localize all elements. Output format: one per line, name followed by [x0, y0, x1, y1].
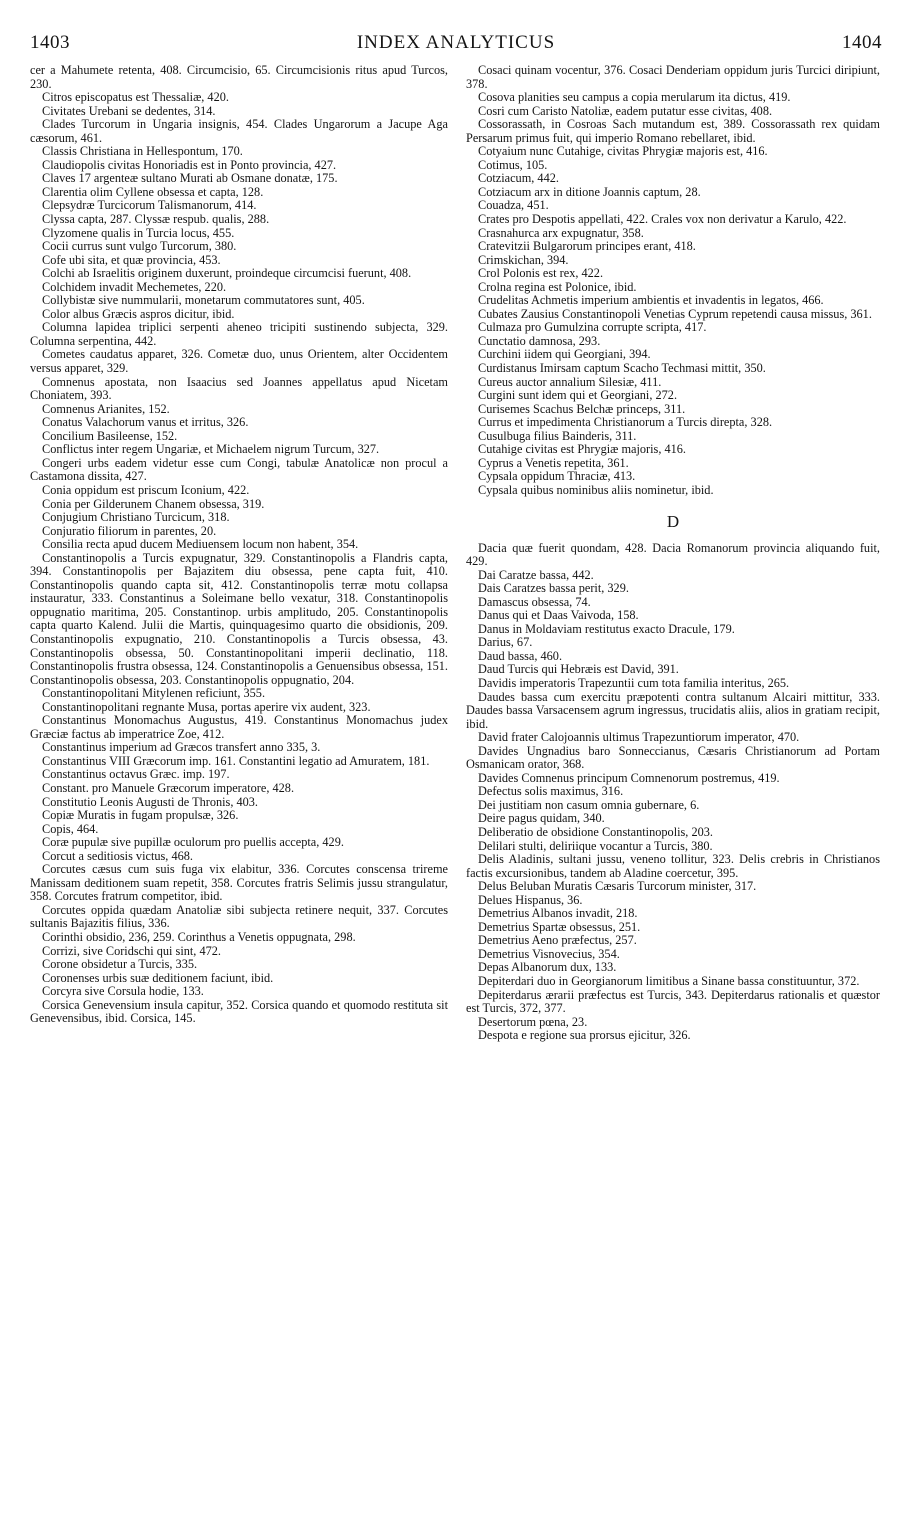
index-entry: Columna lapidea triplici serpenti aheneo tricipiti sustinendo subjecta, 329. Columna serpentina, 442.: [30, 320, 448, 348]
index-entry: Conflictus inter regem Ungariæ, et Michaelem nigrum Turcum, 327.: [42, 442, 380, 457]
index-entry: Colchi ab Israelitis originem duxerunt, proindeque circumcisi fuerunt, 408.: [42, 266, 412, 281]
index-entry: Crasnahurca arx expugnatur, 358.: [478, 225, 644, 240]
index-entry: Cratevitzii Bulgarorum principes erant, 418.: [478, 239, 696, 254]
index-entry: Currus et impedimenta Christianorum a Turcis direpta, 328.: [478, 415, 773, 430]
index-entry: Dacia quæ fuerit quondam, 428. Dacia Romanorum provincia aliquando fuit, 429.: [466, 540, 880, 569]
index-entry: Color albus Græcis aspros dicitur, ibid.: [42, 306, 235, 321]
index-entry: Copiæ Muratis in fugam propulsæ, 326.: [42, 808, 239, 823]
index-entry: Clyzomene qualis in Turcia locus, 455.: [42, 225, 235, 240]
page-title: INDEX ANALYTICUS: [356, 32, 556, 53]
index-entry: Couadza, 451.: [478, 198, 549, 213]
index-entry: Daud Turcis qui Hebræis est David, 391.: [478, 662, 679, 677]
left-column: [30, 64, 448, 1026]
index-entry: David frater Calojoannis ultimus Trapezuntiorum imperator, 470.: [478, 730, 800, 745]
index-entry: Cutahige civitas est Phrygiæ majoris, 416.: [478, 442, 687, 457]
index-entry: Cosova planities seu campus a copia merularum ita dictus, 419.: [478, 90, 791, 105]
index-entry: Daudes bassa cum exercitu præpotenti contra sultanum Alcairi mittitur, 333. Daudes bassa Varsacensem agrum ingressus, trucidatis aliis, alios in gratiam recipit, ibid.: [466, 689, 880, 731]
index-entry: Constantinopolitani Mitylenen reficiunt, 355.: [42, 686, 266, 701]
index-entry: Cocii currus sunt vulgo Turcorum, 380.: [42, 239, 237, 254]
index-entry: Citros episcopatus est Thessaliæ, 420.: [42, 90, 229, 105]
index-entry: Comnenus Arianites, 152.: [42, 401, 170, 416]
index-entry: Demetrius Spartæ obsessus, 251.: [478, 919, 641, 934]
index-entry: Davidis imperatoris Trapezuntii cum tota familia interitus, 265.: [478, 675, 790, 690]
index-entry: Comnenus apostata, non Isaacius sed Joannes appellatus apud Nicetam Choniatem, 393.: [30, 374, 448, 403]
index-entry: Despota e regione sua prorsus ejicitur, 326.: [478, 1028, 691, 1043]
index-entry: Concilium Basileense, 152.: [42, 428, 178, 443]
index-entry: Constant. pro Manuele Græcorum imperatore, 428.: [42, 780, 295, 795]
index-entry: Daud bassa, 460.: [478, 648, 563, 663]
index-entry: Constitutio Leonis Augusti de Thronis, 403.: [42, 794, 258, 809]
index-entry: Constantinopolis a Turcis expugnatur, 329. Constantinopolis a Flandris capta, 394. Constantinopolis per Bajazitem diu obsessa, pene capta fuit, 410. Constantinopolis quando capta sit, 412. Constantinopolis terræ motu collapsa instauratur, 333. Constantinus a Soleimane bello vexatur, 318. Constantinopolis oppugnatio maritima, 205. Constantinop. urbis amplitudo, 205. Constantinopolis capta quarto Kalend. Julii die Martis, quinquagesimo quarto die obsidionis, 209. Constantinopolis expugnatio, 210. Constantinopolis a Turcis obsessa, 43. Constantinopolis obsessa, 50. Constantinopolitani imperii declinatio, 118. Constantinopolis frustra obsessa, 124. Constantinopolis a Genuensibus obsessa, 151. Constantinopolis obsessa, 203. Constantinopolis oppugnatio, 204.: [30, 550, 448, 687]
index-entry: Depiterdari duo in Georgianorum limitibus a Sinane bassa constituuntur, 372.: [478, 974, 860, 988]
index-entry: Danus in Moldaviam restitutus exacto Dracule, 179.: [478, 621, 735, 636]
index-entry: Conatus Valachorum vanus et irritus, 326.: [42, 415, 249, 430]
index-entry: Deliberatio de obsidione Constantinopolis, 203.: [478, 824, 713, 839]
index-entry: Cosaci quinam vocentur, 376. Cosaci Denderiam oppidum juris Turcici diripiunt, 378.: [466, 63, 880, 91]
index-entry: Conjuratio filiorum in parentes, 20.: [42, 523, 217, 538]
index-entry: Delus Beluban Muratis Cæsaris Turcorum minister, 317.: [478, 879, 757, 894]
index-entry: Delis Aladinis, sultani jussu, veneno tollitur, 323. Delis crebris in Christianos factis excursionibus, tandem ab Aladine coercetur, 395.: [466, 852, 880, 880]
index-entry: Constantinus Monomachus Augustus, 419. Constantinus Monomachus judex Græciæ factus ab imperatrice Zoe, 412.: [30, 713, 448, 741]
index-entry: Cotyaium nunc Cutahige, civitas Phrygiæ majoris est, 416.: [478, 144, 768, 159]
index-entry: Corrizi, sive Coridschi qui sint, 472.: [42, 943, 221, 958]
index-entry: Clarentia olim Cyllene obsessa et capta, 128.: [42, 184, 264, 199]
index-entry: Clyssa capta, 287. Clyssæ respub. qualis, 288.: [42, 212, 270, 227]
index-entry: cer a Mahumete retenta, 408. Circumcisio, 65. Circumcisionis ritus apud Turcos, 230.: [30, 63, 448, 91]
index-entry: Claves 17 argenteæ sultano Murati ab Osmane donatæ, 175.: [42, 171, 338, 186]
index-entry: Copis, 464.: [42, 821, 99, 836]
index-entry: Damascus obsessa, 74.: [478, 594, 591, 609]
index-entry: Cureus auctor annalium Silesiæ, 411.: [478, 374, 662, 389]
right-column: [466, 64, 880, 1043]
index-entry: Constantinopolitani regnante Musa, portas aperire vix audent, 323.: [42, 699, 371, 714]
index-entry: Cubates Zausius Constantinopoli Venetias Cyprum repetendi causa missus, 361.: [478, 306, 872, 321]
index-entry: Delilari stulti, deliriique vocantur a Turcis, 380.: [478, 838, 713, 853]
page-number-right: 1404: [842, 32, 882, 53]
index-entry: Cotziacum arx in ditione Joannis captum, 28.: [478, 184, 701, 199]
index-entry: Corcyra sive Corsula hodie, 133.: [42, 984, 204, 999]
index-entry: Cometes caudatus apparet, 326. Cometæ duo, unus Orientem, alter Occidentem versus apparet, 329.: [30, 347, 448, 376]
index-entry: Constantinus imperium ad Græcos transfert anno 335, 3.: [42, 740, 321, 755]
index-entry: Crimskichan, 394.: [478, 252, 569, 267]
index-entry: Conia oppidum est priscum Iconium, 422.: [42, 482, 250, 497]
index-entry: Curisemes Scachus Belchæ princeps, 311.: [478, 401, 686, 416]
index-entry: Darius, 67.: [478, 635, 533, 650]
index-entry: Curgini sunt idem qui et Georgiani, 272.: [478, 388, 678, 403]
index-entry: Dai Caratze bassa, 442.: [478, 567, 594, 582]
section-letter-d: D: [666, 511, 680, 531]
index-entry: Coronenses urbis suæ deditionem faciunt, ibid.: [42, 970, 274, 985]
index-entry: Depas Albanorum dux, 133.: [478, 960, 617, 975]
page-number-left: 1403: [30, 32, 70, 53]
index-entry: Danus qui et Daas Vaivoda, 158.: [478, 608, 639, 623]
index-entry: Corcutes oppida quædam Anatoliæ sibi subjecta retinere nequit, 337. Corcutes sultanis Bajazitis filius, 336.: [30, 902, 448, 931]
index-entry: Corinthi obsidio, 236, 259. Corinthus a Venetis oppugnata, 298.: [42, 930, 356, 944]
index-entry: Cyprus a Venetis repetita, 361.: [478, 455, 629, 470]
index-entry: Collybistæ sive nummularii, monetarum commutatores sunt, 405.: [42, 293, 365, 308]
index-entry: Crates pro Despotis appellati, 422. Crales vox non derivatur a Karulo, 422.: [478, 212, 847, 227]
index-entry: Crudelitas Achmetis imperium ambientis et invadentis in legatos, 466.: [478, 293, 824, 308]
index-entry: Culmaza pro Gumulzina corrupte scripta, 417.: [478, 320, 707, 335]
index-entry: Conjugium Christiano Turcicum, 318.: [42, 510, 230, 525]
index-entry: Constantinus VIII Græcorum imp. 161. Constantini legatio ad Amuratem, 181.: [42, 753, 430, 768]
index-entry: Demetrius Visnovecius, 354.: [478, 946, 620, 961]
index-entry: Dais Caratzes bassa perit, 329.: [478, 581, 629, 596]
index-entry: Delues Hispanus, 36.: [478, 892, 583, 907]
index-entry: Curdistanus Imirsam captum Scacho Techmasi mittit, 350.: [478, 361, 766, 376]
index-entry: Colchidem invadit Mechemetes, 220.: [42, 279, 227, 294]
index-entry: Cofe ubi sita, et quæ provincia, 453.: [42, 252, 221, 267]
index-entry: Cypsala oppidum Thraciæ, 413.: [478, 469, 636, 484]
index-entry: Cossorassath, in Cosroas Sach mutandum est, 389. Cossorassath rex quidam Persarum primus fuit, qui imperio Romano rebellaret, ibid.: [466, 117, 880, 145]
index-entry: Cosri cum Caristo Natoliæ, eadem putatur esse civitas, 408.: [478, 103, 773, 118]
index-entry: Clades Turcorum in Ungaria insignis, 454. Clades Ungarorum a Jacupe Aga cæsorum, 461.: [30, 117, 448, 145]
index-entry: Coræ pupulæ sive pupillæ oculorum pro puellis accepta, 429.: [42, 835, 344, 850]
index-entry: Desertorum pœna, 23.: [478, 1014, 588, 1029]
index-entry: Davides Ungnadius baro Sonneccianus, Cæsaris Christianorum ad Portam Osmanicam orator, 368.: [466, 743, 880, 772]
index-entry: Congeri urbs eadem videtur esse cum Congi, tabulæ Anatolicæ non procul a Castamona dissita, 427.: [30, 455, 448, 484]
index-entry: Corsica Genevensium insula capitur, 352. Corsica quando et quomodo restituta sit Genevensibus, ibid. Corsica, 145.: [30, 997, 448, 1026]
page-header: [30, 30, 882, 58]
index-entry: Constantinus octavus Græc. imp. 197.: [42, 767, 230, 782]
index-entry: Cusulbuga filius Bainderis, 311.: [478, 428, 637, 443]
index-entry: Cotimus, 105.: [478, 157, 548, 172]
index-entry: Claudiopolis civitas Honoriadis est in Ponto provincia, 427.: [42, 157, 337, 172]
index-entry: Crol Polonis est rex, 422.: [478, 266, 604, 281]
index-entry: Defectus solis maximus, 316.: [478, 784, 624, 799]
index-entry: Depiterdarus ærarii præfectus est Turcis, 343. Depiterdarus rationalis et quæstor est Turcis, 372, 377.: [466, 987, 880, 1016]
index-entry: Clepsydræ Turcicorum Talismanorum, 414.: [42, 198, 257, 213]
index-entry: Corone obsidetur a Turcis, 335.: [42, 957, 198, 972]
index-entry: Classis Christiana in Hellespontum, 170.: [42, 144, 243, 159]
right-column-c-entries: [466, 64, 880, 498]
index-entry: Corcutes cæsus cum suis fuga vix elabitur, 336. Corcutes conscensa trireme Manissam deditionem suam repetit, 358. Corcutes fratris Selimis jussu strangulatur, 358. Corcutes fratrum competitor, ibid.: [30, 862, 448, 904]
index-entry: Consilia recta apud ducem Mediuensem locum non habent, 354.: [42, 537, 359, 552]
index-entry: Conia per Gilderunem Chanem obsessa, 319.: [42, 496, 265, 511]
index-entry: Demetrius Albanos invadit, 218.: [478, 906, 638, 921]
index-entry: Cunctatio damnosa, 293.: [478, 333, 601, 348]
index-entry: Dei justitiam non casum omnia gubernare, 6.: [478, 797, 700, 812]
index-entry: Crolna regina est Polonice, ibid.: [478, 279, 637, 294]
index-entry: Deire pagus quidam, 340.: [478, 811, 605, 826]
index-entry: Cypsala quibus nominibus aliis nominetur, ibid.: [478, 482, 714, 497]
index-entry: Demetrius Aeno præfectus, 257.: [478, 933, 637, 948]
index-entry: Davides Comnenus principum Comnenorum postremus, 419.: [478, 770, 780, 785]
index-entry: Civitates Urebani se dedentes, 314.: [42, 103, 216, 118]
index-entry: Cotziacum, 442.: [478, 171, 559, 186]
right-column-d-entries: [466, 542, 880, 1043]
index-entry: Corcut a seditiosis victus, 468.: [42, 848, 193, 863]
index-entry: Curchini iidem qui Georgiani, 394.: [478, 347, 651, 362]
